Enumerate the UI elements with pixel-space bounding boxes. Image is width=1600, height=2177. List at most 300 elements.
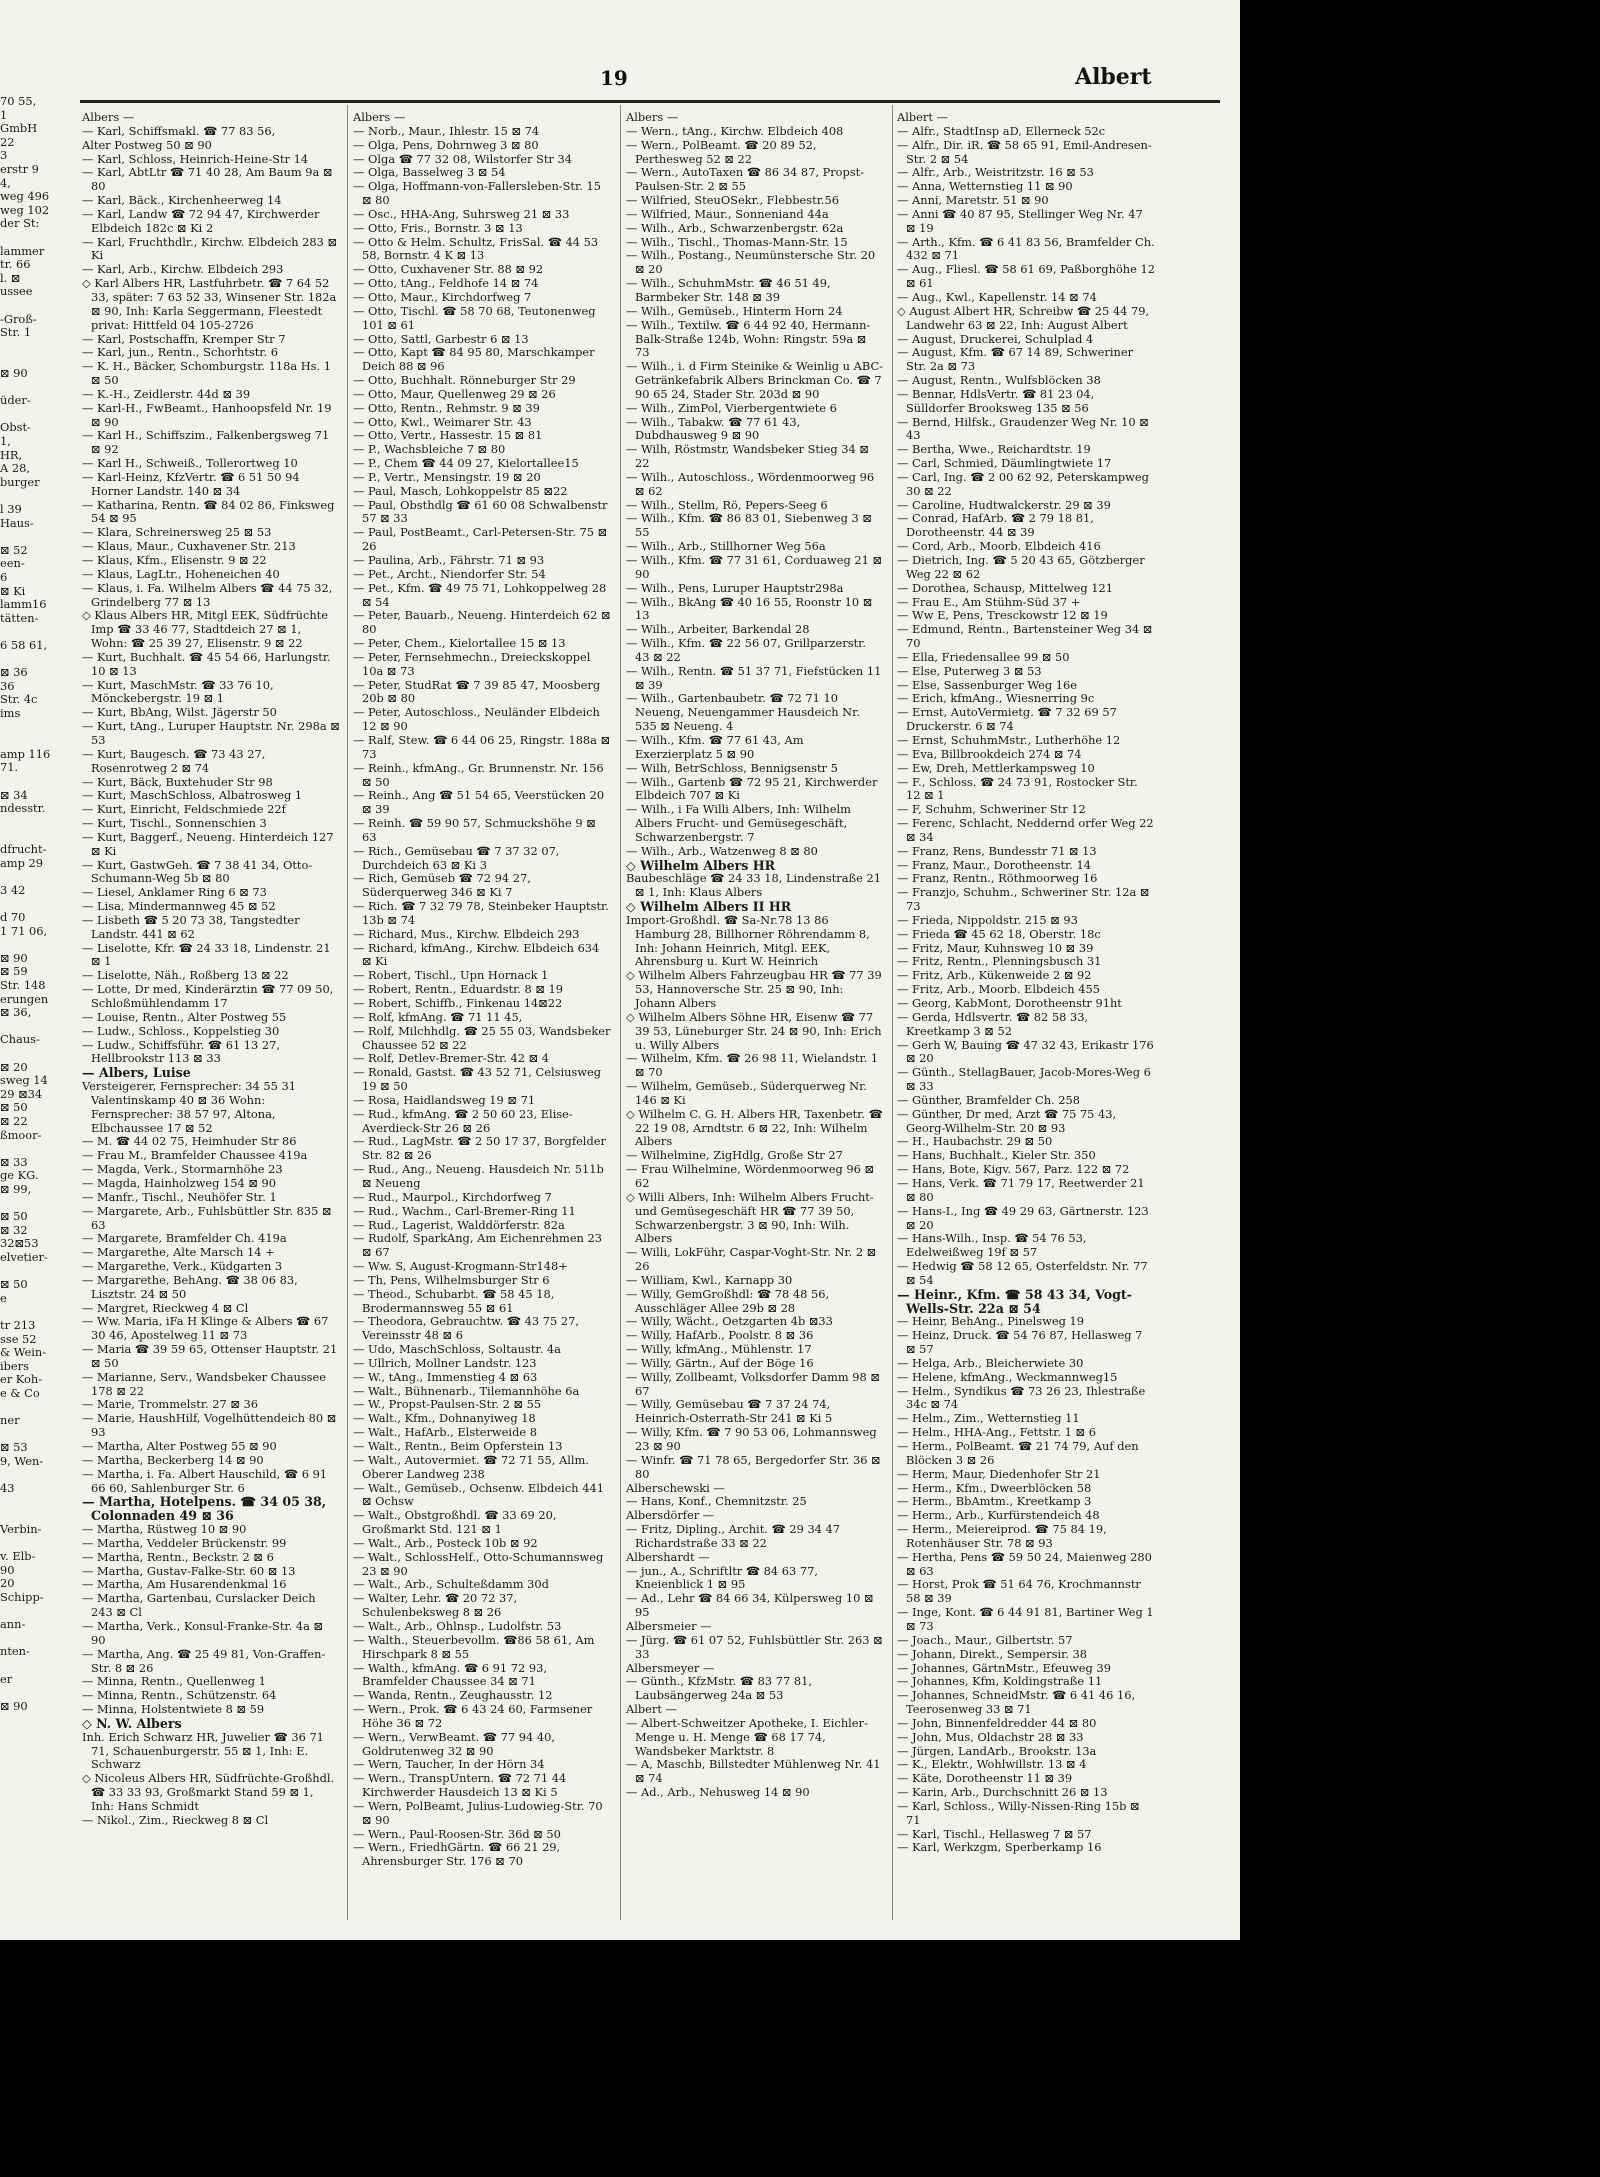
directory-entry: — Rudolf, SparkAng, Am Eichenrehmen 23 ⊠ 67 bbox=[353, 1231, 603, 1260]
directory-entry: — Wilh., Kfm. ☎ 77 61 43, Am Exerzierplatz 5 ⊠ 90 bbox=[626, 732, 804, 761]
directory-entry: ◇ Wilhelm C. G. H. Albers HR, Taxenbetr. ☎ 22 19 08, Arndtstr. 6 ⊠ 22, Inh: Wilhelm Albers bbox=[626, 1106, 883, 1149]
directory-entry: — Wilh., Gartenbaubetr. ☎ 72 71 10 Neueng, Neuengammer Hausdeich Nr. 535 ⊠ Neueng. 4 bbox=[626, 691, 860, 734]
directory-entry: — Walt., Rentn., Beim Opferstein 13 bbox=[353, 1439, 563, 1453]
fragment-text: 22 bbox=[0, 134, 15, 149]
fragment-text: 6 58 61, bbox=[0, 638, 48, 652]
highlighted-entry: ◇ Wilhelm Albers II HR bbox=[626, 899, 792, 915]
directory-entry: — Olga, Hoffmann-von-Fallersleben-Str. 15 ⊠ 80 bbox=[353, 179, 601, 208]
directory-entry: — Karl, Schloss, Heinrich-Heine-Str 14 bbox=[82, 151, 309, 166]
directory-entry: — Willy, Kfm. ☎ 7 90 53 06, Lohmannsweg 23 ⊠ 90 bbox=[626, 1425, 877, 1453]
directory-entry: — W., Propst-Paulsen-Str. 2 ⊠ 55 bbox=[353, 1397, 542, 1412]
directory-entry: — Wilh., Pens, Luruper Hauptstr298a bbox=[626, 580, 844, 595]
directory-entry: — Liselotte, Näh., Roßberg 13 ⊠ 22 bbox=[82, 968, 289, 983]
directory-entry: — Wilh., Textilw. ☎ 6 44 92 40, Hermann-Balk-Straße 124b, Wohn: Ringstr. 59a ⊠ 73 bbox=[626, 317, 871, 360]
directory-entry: — Klara, Schreinersweg 25 ⊠ 53 bbox=[82, 525, 272, 540]
directory-entry: — Wilh, BetrSchloss, Bennigsenstr 5 bbox=[626, 760, 838, 775]
directory-entry: — Olga, Pens, Dohrnweg 3 ⊠ 80 bbox=[353, 137, 539, 152]
directory-entry: — August, Kfm. ☎ 67 14 89, Schweriner Str. 2a ⊠ 73 bbox=[897, 345, 1134, 374]
fragment-text: burger bbox=[0, 474, 40, 489]
directory-entry: — Rud., kfmAng. ☎ 2 50 60 23, Elise-Averdieck-Str 26 ⊠ 26 bbox=[353, 1106, 573, 1135]
fragment-text: ⊠ 50 bbox=[0, 1100, 28, 1115]
fragment-text: nten- bbox=[0, 1644, 30, 1659]
directory-entry: — Wilfried, Maur., Sonneniand 44a bbox=[626, 206, 829, 221]
directory-entry: — Herm, Maur, Diedenhofer Str 21 bbox=[897, 1466, 1101, 1481]
fragment-text: tr. 66 bbox=[0, 257, 31, 272]
directory-entry: — Bernd, Hilfsk., Graudenzer Weg Nr. 10 ⊠ 43 bbox=[897, 414, 1149, 443]
directory-entry: — Ad., Arb., Nehusweg 14 ⊠ 90 bbox=[626, 1785, 810, 1800]
directory-entry: ◇ Willi Albers, Inh: Wilhelm Albers Frucht- und Gemüsegeschäft HR ☎ 77 39 50, Schwarzenbergstr. 3 ⊠ 90, Inh: Wilh. Albers bbox=[626, 1189, 874, 1246]
directory-entry: — Margarethe, BehAng. ☎ 38 06 83, Lisztstr. 24 ⊠ 50 bbox=[82, 1272, 298, 1301]
fragment-text: e bbox=[0, 1290, 7, 1305]
directory-entry: — Karl, Fruchthdlr., Kirchw. Elbdeich 283 ⊠ Ki bbox=[82, 234, 338, 263]
directory-entry: — Franzjo, Schuhm., Schweriner Str. 12a ⊠ 73 bbox=[897, 885, 1150, 914]
directory-entry: — Hans-Wilh., Insp. ☎ 54 76 53, Edelweißweg 19f ⊠ 57 bbox=[897, 1231, 1087, 1260]
fragment-text: ⊠ 50 bbox=[0, 1209, 28, 1224]
directory-entry: — Ludw., Schiffsführ. ☎ 61 13 27, Hellbrookstr 113 ⊠ 33 bbox=[82, 1037, 281, 1066]
directory-entry: — Else, Puterweg 3 ⊠ 53 bbox=[897, 663, 1042, 678]
directory-entry: Versteigerer, Fernsprecher: 34 55 31 Valentinskamp 40 ⊠ 36 Wohn: Fernsprecher: 38 57 97, Altona, Elbchaussee 17 ⊠ 52 bbox=[82, 1079, 297, 1135]
directory-entry: — Walt., Arb., Ohlnsp., Ludolfstr. 53 bbox=[353, 1618, 562, 1633]
directory-entry: — Minna, Rentn., Schützenstr. 64 bbox=[82, 1688, 277, 1703]
directory-entry: — Magda, Hainholzweg 154 ⊠ 90 bbox=[82, 1175, 277, 1190]
directory-entry: — Reinh. ☎ 59 90 57, Schmuckshöhe 9 ⊠ 63 bbox=[353, 816, 596, 844]
directory-entry: — Franz, Rens, Bundesstr 71 ⊠ 13 bbox=[897, 843, 1097, 858]
directory-entry: — Edmund, Rentn., Bartensteiner Weg 34 ⊠ 70 bbox=[897, 622, 1153, 651]
directory-entry: — Käte, Dorotheenstr 11 ⊠ 39 bbox=[897, 1771, 1073, 1786]
fragment-text: ⊠ 34 bbox=[0, 787, 28, 802]
fragment-text: Schipp- bbox=[0, 1590, 44, 1604]
directory-entry: — Th, Pens, Wilhelmsburger Str 6 bbox=[353, 1272, 550, 1287]
directory-entry: — P., Vertr., Mensingstr. 19 ⊠ 20 bbox=[353, 469, 541, 484]
directory-entry: — Karl, Arb., Kirchw. Elbdeich 293 bbox=[82, 262, 284, 277]
directory-entry: — Karin, Arb., Durchschnitt 26 ⊠ 13 bbox=[897, 1785, 1108, 1800]
directory-entry: — Marie, HaushHilf, Vogelhüttendeich 80 ⊠ 93 bbox=[82, 1411, 337, 1440]
directory-entry: — Wilh., Kfm. ☎ 22 56 07, Grillparzerstr. 43 ⊠ 22 bbox=[626, 636, 866, 664]
fragment-text: er Koh- bbox=[0, 1372, 43, 1387]
directory-entry: ◇ Wilhelm Albers Söhne HR, Eisenw ☎ 77 39 53, Lüneburger Str. 24 ⊠ 90, Inh: Erich u. Willy Albers bbox=[626, 1009, 882, 1052]
fragment-text: erstr 9 bbox=[0, 162, 39, 176]
directory-entry: — Willy, GemGroßhdl: ☎ 78 48 56, Ausschläger Allee 29b ⊠ 28 bbox=[626, 1286, 830, 1315]
directory-entry: — Karl, Landw ☎ 72 94 47, Kirchwerder Elbdeich 182c ⊠ Ki 2 bbox=[82, 206, 320, 235]
directory-entry: — Wilh, Röstmstr, Wandsbeker Stieg 34 ⊠ 22 bbox=[626, 442, 869, 471]
directory-entry: — Wern., FriedhGärtn. ☎ 66 21 29, Ahrensburger Str. 176 ⊠ 70 bbox=[353, 1840, 561, 1869]
fragment-text: 3 42 bbox=[0, 882, 26, 897]
directory-entry: — Wilh., i Fa Willi Albers, Inh: Wilhelm Albers Frucht- und Gemüsegeschäft, Schwarzenbergstr. 7 bbox=[626, 802, 851, 844]
surname-heading: Albersdörfer — bbox=[626, 1508, 715, 1523]
directory-entry: — Wilh., BkAng ☎ 40 16 55, Roonstr 10 ⊠ 13 bbox=[626, 594, 873, 623]
directory-entry: — Otto, Tischl. ☎ 58 70 68, Teutonenweg 101 ⊠ 61 bbox=[353, 303, 596, 332]
directory-entry: — Robert, Rentn., Eduardstr. 8 ⊠ 19 bbox=[353, 982, 564, 997]
directory-entry: — Ferenc, Schlacht, Neddernd orfer Weg 22 ⊠ 34 bbox=[897, 816, 1154, 844]
directory-entry: — Kurt, MaschSchloss, Albatrosweg 1 bbox=[82, 788, 303, 803]
directory-entry: — Karl, AbtLtr ☎ 71 40 28, Am Baum 9a ⊠ 80 bbox=[82, 165, 333, 194]
directory-entry: — Wern., PolBeamt. ☎ 20 89 52, Perthesweg 52 ⊠ 22 bbox=[626, 137, 817, 166]
directory-entry: — John, Binnenfeldredder 44 ⊠ 80 bbox=[897, 1715, 1097, 1730]
directory-entry: — Franz, Rentn., Röthmoorweg 16 bbox=[897, 871, 1098, 886]
directory-entry: — Anni, Maretstr. 51 ⊠ 90 bbox=[897, 193, 1049, 208]
directory-entry: — Martha, Alter Postweg 55 ⊠ 90 bbox=[82, 1439, 277, 1453]
directory-entry: — Peter, Fernsehmechn., Dreieckskoppel 10a ⊠ 73 bbox=[353, 649, 591, 678]
directory-entry: — Winfr. ☎ 71 78 65, Bergedorfer Str. 36 ⊠ 80 bbox=[626, 1452, 881, 1481]
directory-entry: — Pet., Kfm. ☎ 49 75 71, Lohkoppelweg 28 ⊠ 54 bbox=[353, 580, 607, 609]
directory-entry: — Herm., Arb., Kurfürstendeich 48 bbox=[897, 1508, 1100, 1523]
directory-entry: — Karl, Bäck., Kirchenheerweg 14 bbox=[82, 193, 282, 208]
directory-entry: — Martha, i. Fa. Albert Hauschild, ☎ 6 91 66 60, Sahlenburger Str. 6 bbox=[82, 1466, 328, 1495]
directory-entry: — Rolf, Milchhdlg. ☎ 25 55 03, Wandsbeker Chaussee 52 ⊠ 22 bbox=[353, 1023, 611, 1052]
fragment-text: ⊠ 32 bbox=[0, 1222, 28, 1237]
fragment-text: ⊠ 20 bbox=[0, 1059, 28, 1074]
directory-entry: — Otto, Fris., Bornstr. 3 ⊠ 13 bbox=[353, 220, 523, 235]
directory-entry: — Wilh., Arb., Schwarzenbergstr. 62a bbox=[626, 220, 844, 235]
directory-entry: — Rud., Lagerist, Walddörferstr. 82a bbox=[353, 1217, 565, 1232]
directory-entry: — Robert, Schiffb., Finkenau 14⊠22 bbox=[353, 996, 563, 1010]
directory-entry: — Olga ☎ 77 32 08, Wilstorfer Str 34 bbox=[353, 151, 572, 166]
directory-entry: — Wilhelm, Kfm. ☎ 26 98 11, Wielandstr. 1 ⊠ 70 bbox=[626, 1051, 879, 1080]
directory-entry: — Martha, Am Husarendenkmal 16 bbox=[82, 1577, 287, 1592]
directory-entry: — Richard, kfmAng., Kirchw. Elbdeich 634 ⊠ Ki bbox=[353, 940, 600, 969]
directory-entry: — Horst, Prok ☎ 51 64 76, Krochmannstr 58 ⊠ 39 bbox=[897, 1577, 1141, 1606]
directory-entry: — Helm., Syndikus ☎ 73 26 23, Ihlestraße 34c ⊠ 74 bbox=[897, 1383, 1146, 1412]
directory-entry: — Manfr., Tischl., Neuhöfer Str. 1 bbox=[82, 1189, 277, 1204]
directory-entry: — Carl, Ing. ☎ 2 00 62 92, Peterskampweg 30 ⊠ 22 bbox=[897, 469, 1149, 498]
directory-entry: — Ronald, Gastst. ☎ 43 52 71, Celsiusweg 19 ⊠ 50 bbox=[353, 1065, 602, 1094]
directory-entry: — Wilh., Postang., Neumünstersche Str. 20 ⊠ 20 bbox=[626, 248, 876, 277]
directory-entry: — Klaus, i. Fa. Wilhelm Albers ☎ 44 75 32, Grindelberg 77 ⊠ 13 bbox=[82, 580, 333, 609]
directory-entry: — Kurt, BbAng, Wilst. Jägerstr 50 bbox=[82, 705, 277, 720]
directory-entry: — Walt., SchlossHelf., Otto-Schumannsweg 23 ⊠ 90 bbox=[353, 1549, 604, 1578]
directory-entry: — Liselotte, Kfr. ☎ 24 33 18, Lindenstr. 21 ⊠ 1 bbox=[82, 940, 331, 969]
fragment-text: & Wein- bbox=[0, 1345, 47, 1360]
directory-entry: — Albert-Schweitzer Apotheke, I. Eichler-Menge u. H. Menge ☎ 68 17 74, Wandsbeker Marktstr. 8 bbox=[626, 1715, 868, 1758]
surname-heading: Albershardt — bbox=[626, 1549, 710, 1564]
directory-entry: — Reinh., Ang ☎ 51 54 65, Veerstücken 20 ⊠ 39 bbox=[353, 788, 605, 817]
directory-entry: — Walter, Lehr. ☎ 20 72 37, Schulenbeksweg 8 ⊠ 26 bbox=[353, 1591, 518, 1620]
directory-entry: — Minna, Rentn., Quellenweg 1 bbox=[82, 1674, 266, 1689]
directory-entry: — Hans, Verk. ☎ 71 79 17, Reetwerder 21 ⊠ 80 bbox=[897, 1175, 1145, 1204]
fragment-text: Str. 4c bbox=[0, 692, 38, 707]
directory-entry: — Ad., Lehr ☎ 84 66 34, Külpersweg 10 ⊠ 95 bbox=[626, 1591, 874, 1620]
fragment-text: v. Elb- bbox=[0, 1549, 36, 1564]
fragment-text: 1, bbox=[0, 434, 11, 448]
directory-entry: — Willy, Gemüsebau ☎ 7 37 24 74, Heinrich-Osterrath-Str 241 ⊠ Ki 5 bbox=[626, 1397, 833, 1426]
directory-entry: — Martha, Veddeler Brückenstr. 99 bbox=[82, 1535, 287, 1550]
directory-entry: — Peter, StudRat ☎ 7 39 85 47, Moosberg 20b ⊠ 80 bbox=[353, 677, 601, 706]
directory-entry: — Klaus, Kfm., Elisenstr. 9 ⊠ 22 bbox=[82, 553, 267, 567]
directory-entry: — Wilh., Tabakw. ☎ 77 61 43, Dubdhausweg 9 ⊠ 90 bbox=[626, 414, 801, 443]
directory-entry: — Wern, Taucher, In der Hörn 34 bbox=[353, 1757, 545, 1772]
directory-entry: — Katharina, Rentn. ☎ 84 02 86, Finksweg 54 ⊠ 95 bbox=[82, 497, 335, 526]
directory-entry: — Aug., Kwl., Kapellenstr. 14 ⊠ 74 bbox=[897, 289, 1097, 304]
directory-entry: — Martha, Beckerberg 14 ⊠ 90 bbox=[82, 1452, 264, 1467]
directory-entry: — Liesel, Anklamer Ring 6 ⊠ 73 bbox=[82, 885, 267, 900]
highlighted-entry: — Heinr., Kfm. ☎ 58 43 34, Vogt-Wells-Str. 22a ⊠ 54 bbox=[897, 1286, 1132, 1316]
directory-entry: — Aug., Fliesl. ☎ 58 61 69, Paßborghöhe 12 ⊠ 61 bbox=[897, 262, 1155, 291]
directory-entry: — Frau Wilhelmine, Wördenmoorweg 96 ⊠ 62 bbox=[626, 1162, 875, 1190]
directory-entry: — Herm., Meiereiprod. ☎ 75 84 19, Rotenhäuser Str. 78 ⊠ 93 bbox=[897, 1522, 1107, 1550]
column-1 bbox=[82, 111, 340, 1931]
directory-entry: — Günther, Dr med, Arzt ☎ 75 75 43, Georg-Wilhelm-Str. 20 ⊠ 93 bbox=[897, 1106, 1117, 1135]
directory-entry: — Klaus, LagLtr., Hoheneichen 40 bbox=[82, 566, 280, 581]
directory-entry: — Carl, Schmied, Däumlingtwiete 17 bbox=[897, 456, 1112, 471]
page-number: 19 bbox=[600, 66, 628, 90]
fragment-text: ⊠ 50 bbox=[0, 1277, 28, 1292]
fragment-text: ibers bbox=[0, 1358, 29, 1373]
directory-entry: — Bennar, HdlsVertr. ☎ 81 23 04, Sülldorfer Brooksweg 135 ⊠ 56 bbox=[897, 386, 1095, 415]
directory-entry: — August, Rentn., Wulfsblöcken 38 bbox=[897, 373, 1101, 388]
surname-heading: Albersmeyer — bbox=[626, 1660, 715, 1675]
directory-entry: — Rud., LagMstr. ☎ 2 50 17 37, Borgfelder Str. 82 ⊠ 26 bbox=[353, 1134, 606, 1163]
highlighted-entry: — Albers, Luise bbox=[82, 1065, 191, 1081]
directory-entry: — P., Wachsbleiche 7 ⊠ 80 bbox=[353, 442, 506, 457]
directory-entry: — Fritz, Arb., Moorb. Elbdeich 455 bbox=[897, 982, 1101, 997]
directory-entry: — jun., A., Schriftltr ☎ 84 63 77, Kneienblick 1 ⊠ 95 bbox=[626, 1563, 819, 1592]
directory-entry: — Reinh., kfmAng., Gr. Brunnenstr. Nr. 156 ⊠ 50 bbox=[353, 760, 604, 789]
directory-entry: — Peter, Autoschloss., Neuländer Elbdeich 12 ⊠ 90 bbox=[353, 705, 600, 734]
fragment-text: Str. 148 bbox=[0, 978, 46, 992]
directory-entry: — John, Mus, Oldachstr 28 ⊠ 33 bbox=[897, 1729, 1084, 1744]
directory-entry: — Hans, Konf., Chemnitzstr. 25 bbox=[626, 1494, 807, 1509]
directory-entry: — Helene, kfmAng., Weckmannweg15 bbox=[897, 1369, 1118, 1384]
directory-entry: — Margarethe, Alte Marsch 14 + bbox=[82, 1245, 275, 1260]
column-divider bbox=[620, 105, 621, 1920]
fragment-text: ⊠ 99, bbox=[0, 1182, 32, 1196]
directory-entry: — Helm., HHA-Ang., Fettstr. 1 ⊠ 6 bbox=[897, 1425, 1096, 1440]
directory-entry: — Walt., Obstgroßhdl. ☎ 33 69 20, Großmarkt Std. 121 ⊠ 1 bbox=[353, 1508, 557, 1537]
fragment-text: weg 102 bbox=[0, 202, 50, 217]
directory-entry: — Otto, Buchhalt. Rönneburger Str 29 bbox=[353, 373, 576, 388]
directory-entry: — Martha, Verk., Konsul-Franke-Str. 4a ⊠ 90 bbox=[82, 1618, 324, 1647]
directory-entry: — Otto, Kapt ☎ 84 95 80, Marschkamper Deich 88 ⊠ 96 bbox=[353, 345, 595, 374]
directory-entry: — Wanda, Rentn., Zeughausstr. 12 bbox=[353, 1688, 553, 1703]
fragment-text: ⊠ 90 bbox=[0, 366, 28, 380]
surname-heading: Albert — bbox=[626, 1702, 677, 1717]
directory-entry: — Frau E., Am Stühm-Süd 37 + bbox=[897, 594, 1081, 609]
directory-entry: ◇ August Albert HR, Schreibw ☎ 25 44 79, Landwehr 63 ⊠ 22, Inh: August Albert bbox=[897, 303, 1150, 332]
fragment-text: ⊠ 22 bbox=[0, 1114, 28, 1128]
directory-entry: — Margarete, Arb., Fuhlsbüttler Str. 835 ⊠ 63 bbox=[82, 1203, 332, 1232]
column-divider bbox=[347, 105, 348, 1920]
directory-entry: — Herm., BbAmtm., Kreetkamp 3 bbox=[897, 1494, 1092, 1509]
directory-entry: — Hans, Bote, Kigv. 567, Parz. 122 ⊠ 72 bbox=[897, 1162, 1130, 1177]
directory-entry: — Wilh., Gemüseb., Hinterm Horn 24 bbox=[626, 303, 843, 318]
directory-entry: — Osc., HHA-Ang, Suhrsweg 21 ⊠ 33 bbox=[353, 206, 570, 221]
directory-entry: — Ww. S, August-Krogmann-Str148+ bbox=[353, 1259, 568, 1274]
directory-entry: — F., Schloss. ☎ 24 73 91, Rostocker Str. 12 ⊠ 1 bbox=[897, 774, 1138, 803]
fragment-text: Haus- bbox=[0, 515, 34, 530]
fragment-text: 90 bbox=[0, 1562, 15, 1577]
directory-entry: — Wilh., ZimPol, Vierbergentwiete 6 bbox=[626, 400, 837, 415]
directory-entry: — Lisbeth ☎ 5 20 73 38, Tangstedter Landstr. 441 ⊠ 62 bbox=[82, 912, 300, 941]
directory-entry: — Karl H., Schiffszim., Falkenbergsweg 71 ⊠ 92 bbox=[82, 428, 330, 457]
directory-entry: — Rich, Gemüseb ☎ 72 94 27, Süderquerweg 346 ⊠ Ki 7 bbox=[353, 871, 531, 900]
fragment-text: 6 bbox=[0, 570, 8, 584]
directory-entry: — Rud., Maurpol., Kirchdorfweg 7 bbox=[353, 1189, 552, 1204]
directory-entry: — Theodora, Gebrauchtw. ☎ 43 75 27, Vereinsstr 48 ⊠ 6 bbox=[353, 1314, 579, 1343]
fragment-text: ⊠ 90 bbox=[0, 950, 28, 965]
directory-entry: — Margret, Rieckweg 4 ⊠ Cl bbox=[82, 1300, 249, 1315]
directory-entry: — Günther, Bramfelder Ch. 258 bbox=[897, 1092, 1081, 1107]
fragment-text: HR, bbox=[0, 447, 23, 462]
directory-entry: — Wilh., i. d Firm Steinike & Weinlig u ABC-Getränkefabrik Albers Brinckman Co. ☎ 7 90 65 24, Stader Str. 203d ⊠ 90 bbox=[626, 359, 884, 401]
directory-entry: — Jürgen, LandArb., Brookstr. 13a bbox=[897, 1743, 1097, 1758]
directory-entry: — Karl, Schiffsmakl. ☎ 77 83 56, bbox=[82, 123, 276, 138]
fragment-text: ner bbox=[0, 1413, 20, 1428]
directory-entry: — Wern., tAng., Kirchw. Elbdeich 408 bbox=[626, 123, 844, 138]
highlighted-entry: ◇ Wilhelm Albers HR bbox=[626, 857, 776, 873]
directory-entry: — Willy, Zollbeamt, Volksdorfer Damm 98 ⊠ 67 bbox=[626, 1369, 880, 1398]
fragment-text: 20 bbox=[0, 1576, 15, 1591]
directory-entry: — Rolf, kfmAng. ☎ 71 11 45, bbox=[353, 1009, 523, 1024]
directory-entry: — Wern., Paul-Roosen-Str. 36d ⊠ 50 bbox=[353, 1826, 561, 1841]
directory-entry: — Walt., Autovermiet. ☎ 72 71 55, Allm. Oberer Landweg 238 bbox=[353, 1452, 589, 1481]
directory-entry: — Richard, Mus., Kirchw. Elbdeich 293 bbox=[353, 926, 580, 941]
directory-entry: — Peter, Bauarb., Neueng. Hinterdeich 62 ⊠ 80 bbox=[353, 608, 611, 637]
directory-entry: — Anna, Wetternstieg 11 ⊠ 90 bbox=[897, 179, 1073, 194]
directory-entry: — Wern., VerwBeamt. ☎ 77 94 40, Goldrutenweg 32 ⊠ 90 bbox=[353, 1729, 555, 1758]
fragment-text: ⊠ 36, bbox=[0, 1005, 32, 1020]
directory-entry: — Theod., Schubarbt. ☎ 58 45 18, Brodermannsweg 55 ⊠ 61 bbox=[353, 1286, 555, 1315]
directory-entry: — Walt., Gemüseb., Ochsenw. Elbdeich 441 ⊠ Ochsw bbox=[353, 1480, 604, 1509]
directory-entry: — Karl-Heinz, KfzVertr. ☎ 6 51 50 94 Horner Landstr. 140 ⊠ 34 bbox=[82, 469, 300, 498]
directory-entry: — Klaus, Maur., Cuxhavener Str. 213 bbox=[82, 539, 296, 554]
directory-entry: — Hedwig ☎ 58 12 65, Osterfeldstr. Nr. 77 ⊠ 54 bbox=[897, 1259, 1148, 1287]
directory-entry: — Heinr, BehAng., Pinelsweg 19 bbox=[897, 1314, 1085, 1329]
directory-entry: — Georg, KabMont, Dorotheenstr 91ht bbox=[897, 996, 1122, 1010]
directory-entry: — P., Chem ☎ 44 09 27, Kielortallee15 bbox=[353, 456, 579, 471]
directory-entry: — Magda, Verk., Stormarnhöhe 23 bbox=[82, 1162, 283, 1177]
directory-entry: — Alfr., StadtInsp aD, Ellerneck 52c bbox=[897, 123, 1106, 138]
directory-entry: — Kurt, Baggerf., Neueng. Hinterdeich 127 ⊠ Ki bbox=[82, 829, 334, 858]
directory-entry: — Marie, Trommelstr. 27 ⊠ 36 bbox=[82, 1397, 259, 1412]
directory-entry: — Walt., HafArb., Elsterweide 8 bbox=[353, 1425, 537, 1440]
directory-entry: — Wern., AutoTaxen ☎ 86 34 87, Propst-Paulsen-Str. 2 ⊠ 55 bbox=[626, 165, 865, 194]
directory-entry: — Ernst, AutoVermietg. ☎ 7 32 69 57 Druckerstr. 6 ⊠ 74 bbox=[897, 705, 1117, 734]
directory-entry: — Willy, Wächt., Oetzgarten 4b ⊠33 bbox=[626, 1314, 833, 1329]
directory-entry: — Johannes, GärtnMstr., Efeuweg 39 bbox=[897, 1660, 1111, 1675]
directory-entry: — M. ☎ 44 02 75, Heimhuder Str 86 bbox=[82, 1134, 297, 1149]
directory-entry: — W., tAng., Immenstieg 4 ⊠ 63 bbox=[353, 1369, 538, 1384]
directory-entry: Inh. Erich Schwarz HR, Juwelier ☎ 36 71 71, Schauenburgerstr. 55 ⊠ 1, Inh: E. Schwarz bbox=[82, 1729, 324, 1772]
fragment-text: erungen bbox=[0, 991, 49, 1006]
directory-entry: — Dorothea, Schausp, Mittelweg 121 bbox=[897, 580, 1114, 595]
directory-entry: — Martha, Rentn., Beckstr. 2 ⊠ 6 bbox=[82, 1549, 274, 1564]
directory-entry: — Ernst, SchuhmMstr., Lutherhöhe 12 bbox=[897, 732, 1121, 747]
fragment-text: üder- bbox=[0, 393, 31, 408]
directory-entry: — Wern., TranspUntern. ☎ 72 71 44 Kirchwerder Hausdeich 13 ⊠ Ki 5 bbox=[353, 1771, 567, 1800]
directory-entry: — Otto, tAng., Feldhofe 14 ⊠ 74 bbox=[353, 276, 539, 291]
directory-entry: — Bertha, Wwe., Reichardtstr. 19 bbox=[897, 442, 1091, 457]
directory-entry: — Ella, Friedensallee 99 ⊠ 50 bbox=[897, 649, 1070, 664]
fragment-text: 71. bbox=[0, 760, 19, 775]
fragment-text: lammer bbox=[0, 243, 45, 258]
directory-entry: — Kurt, MaschMstr. ☎ 33 76 10, Mönckebergstr. 19 ⊠ 1 bbox=[82, 677, 274, 706]
fragment-text: ussee bbox=[0, 284, 33, 299]
directory-entry: — Otto, Maur., Kirchdorfweg 7 bbox=[353, 289, 532, 304]
directory-entry: — Willy, Gärtn., Auf der Böge 16 bbox=[626, 1355, 814, 1370]
column-heading: Albers — bbox=[82, 111, 135, 124]
directory-entry: — Willy, HafArb., Poolstr. 8 ⊠ 36 bbox=[626, 1328, 814, 1343]
directory-entry: — Karl, Postschaffn, Kremper Str 7 bbox=[82, 331, 286, 346]
directory-entry: ◇ Klaus Albers HR, Mitgl EEK, Südfrüchte Imp ☎ 33 46 77, Stadtdeich 27 ⊠ 1, Wohn: ☎ 25 39 27, Elisenstr. 9 ⊠ 22 bbox=[82, 608, 328, 651]
header-rule bbox=[80, 100, 1220, 103]
fragment-text: ⊠ 53 bbox=[0, 1440, 28, 1455]
directory-entry: — Karl, Werkzgm, Sperberkamp 16 bbox=[897, 1840, 1102, 1855]
directory-entry: — Inge, Kont. ☎ 6 44 91 81, Bartiner Weg 1 ⊠ 73 bbox=[897, 1605, 1154, 1633]
fragment-text: 29 ⊠34 bbox=[0, 1086, 43, 1101]
fragment-text: Verbin- bbox=[0, 1522, 42, 1536]
fragment-text: lamm16 bbox=[0, 597, 47, 612]
directory-entry: — Arth., Kfm. ☎ 6 41 83 56, Bramfelder Ch. 432 ⊠ 71 bbox=[897, 234, 1155, 263]
directory-entry: — Norb., Maur., Ihlestr. 15 ⊠ 74 bbox=[353, 123, 540, 138]
directory-entry: — Paul, Masch, Lohkoppelstr 85 ⊠22 bbox=[353, 483, 568, 498]
directory-entry: — Heinz, Druck. ☎ 54 76 87, Hellasweg 7 ⊠ 57 bbox=[897, 1328, 1143, 1357]
fragment-text: ⊠ 36 bbox=[0, 665, 28, 680]
directory-entry: — H., Haubachstr. 29 ⊠ 50 bbox=[897, 1134, 1053, 1149]
directory-entry: — Rich., Gemüsebau ☎ 7 37 32 07, Durchdeich 63 ⊠ Ki 3 bbox=[353, 843, 560, 872]
fragment-text: amp 29 bbox=[0, 855, 43, 870]
directory-entry: — Frieda, Nippoldstr. 215 ⊠ 93 bbox=[897, 912, 1078, 927]
directory-entry: — Kurt, GastwGeh. ☎ 7 38 41 34, Otto-Schumann-Weg 5b ⊠ 80 bbox=[82, 857, 313, 886]
fragment-text: e & Co bbox=[0, 1386, 40, 1400]
surname-heading: Alberschewski — bbox=[626, 1480, 725, 1495]
directory-entry: — Paul, PostBeamt., Carl-Petersen-Str. 75 ⊠ 26 bbox=[353, 525, 608, 554]
directory-entry: — Walt., Arb., Posteck 10b ⊠ 92 bbox=[353, 1535, 538, 1550]
directory-entry: — Gerh W, Bauing ☎ 47 32 43, Erikastr 176 ⊠ 20 bbox=[897, 1037, 1154, 1066]
fragment-text: 4, bbox=[0, 175, 11, 190]
directory-entry: — Karl-H., FwBeamt., Hanhoopsfeld Nr. 19 ⊠ 90 bbox=[82, 400, 332, 429]
fragment-text: amp 116 bbox=[0, 746, 51, 761]
directory-entry: — Rud., Wachm., Carl-Bremer-Ring 11 bbox=[353, 1203, 576, 1218]
fragment-text: 43 bbox=[0, 1481, 15, 1496]
fragment-text: er bbox=[0, 1671, 13, 1686]
fragment-text: sse 52 bbox=[0, 1331, 37, 1346]
fragment-text: d 70 bbox=[0, 910, 26, 924]
directory-entry: — Willi, LokFühr, Caspar-Voght-Str. Nr. 2 ⊠ 26 bbox=[626, 1245, 877, 1274]
column-3 bbox=[626, 111, 884, 1931]
directory-entry: — Cord, Arb., Moorb. Elbdeich 416 bbox=[897, 539, 1101, 554]
directory-entry: — Martha, Ang. ☎ 25 49 81, Von-Graffen-Str. 8 ⊠ 26 bbox=[82, 1646, 326, 1675]
fragment-text: ann- bbox=[0, 1617, 26, 1632]
column-2 bbox=[353, 111, 611, 1931]
directory-entry: — K.-H., Zeidlerstr. 44d ⊠ 39 bbox=[82, 386, 251, 401]
directory-entry: — Günth., StellagBauer, Jacob-Mores-Weg 6 ⊠ 33 bbox=[897, 1065, 1151, 1094]
directory-entry: — Karl H., Schweiß., Tollerortweg 10 bbox=[82, 456, 298, 471]
fragment-text: 3 bbox=[0, 148, 8, 163]
directory-entry: — Hans, Buchhalt., Kieler Str. 350 bbox=[897, 1148, 1096, 1163]
directory-entry: — Ww E, Pens, Tresckowstr 12 ⊠ 19 bbox=[897, 608, 1108, 623]
directory-entry: — Gerda, Hdlsvertr. ☎ 82 58 33, Kreetkamp 3 ⊠ 52 bbox=[897, 1009, 1089, 1038]
directory-entry: — Paulina, Arb., Fährstr. 71 ⊠ 93 bbox=[353, 553, 545, 567]
directory-entry: — Wilh., Kfm. ☎ 86 83 01, Siebenweg 3 ⊠ 55 bbox=[626, 511, 872, 540]
directory-entry: — Walt., Bühnenarb., Tilemannhöhe 6a bbox=[353, 1383, 580, 1398]
fragment-text: A 28, bbox=[0, 461, 30, 476]
fragment-text: tätten- bbox=[0, 610, 39, 625]
highlighted-entry: ◇ N. W. Albers bbox=[82, 1715, 182, 1731]
directory-entry: — Otto, Maur, Quellenweg 29 ⊠ 26 bbox=[353, 386, 556, 401]
directory-entry: ◇ Wilhelm Albers Fahrzeugbau HR ☎ 77 39 53, Hannoversche Str. 25 ⊠ 90, Inh: Johann Albers bbox=[626, 968, 882, 1010]
directory-entry: — Pet., Archt., Niendorfer Str. 54 bbox=[353, 566, 546, 581]
directory-entry: — F, Schuhm, Schweriner Str 12 bbox=[897, 802, 1086, 817]
directory-entry: — Otto, Rentn., Rehmstr. 9 ⊠ 39 bbox=[353, 400, 540, 415]
directory-entry: — Herm., PolBeamt. ☎ 21 74 79, Auf den Blöcken 3 ⊠ 26 bbox=[897, 1439, 1139, 1467]
directory-entry: — K., Elektr., Wohlwillstr. 13 ⊠ 4 bbox=[897, 1757, 1087, 1772]
directory-entry: — Günth., KfzMstr. ☎ 83 77 81, Laubsängerweg 24a ⊠ 53 bbox=[626, 1674, 812, 1703]
directory-entry: ◇ Nicoleus Albers HR, Südfrüchte-Großhdl. ☎ 33 33 93, Großmarkt Stand 59 ⊠ 1, Inh: Hans Schmidt bbox=[82, 1771, 335, 1813]
fragment-text: elvetier- bbox=[0, 1250, 48, 1264]
directory-entry: — Martha, Rüstweg 10 ⊠ 90 bbox=[82, 1522, 247, 1537]
directory-entry: — Minna, Holstentwiete 8 ⊠ 59 bbox=[82, 1702, 265, 1717]
directory-entry: — Ullrich, Mollner Landstr. 123 bbox=[353, 1355, 537, 1370]
